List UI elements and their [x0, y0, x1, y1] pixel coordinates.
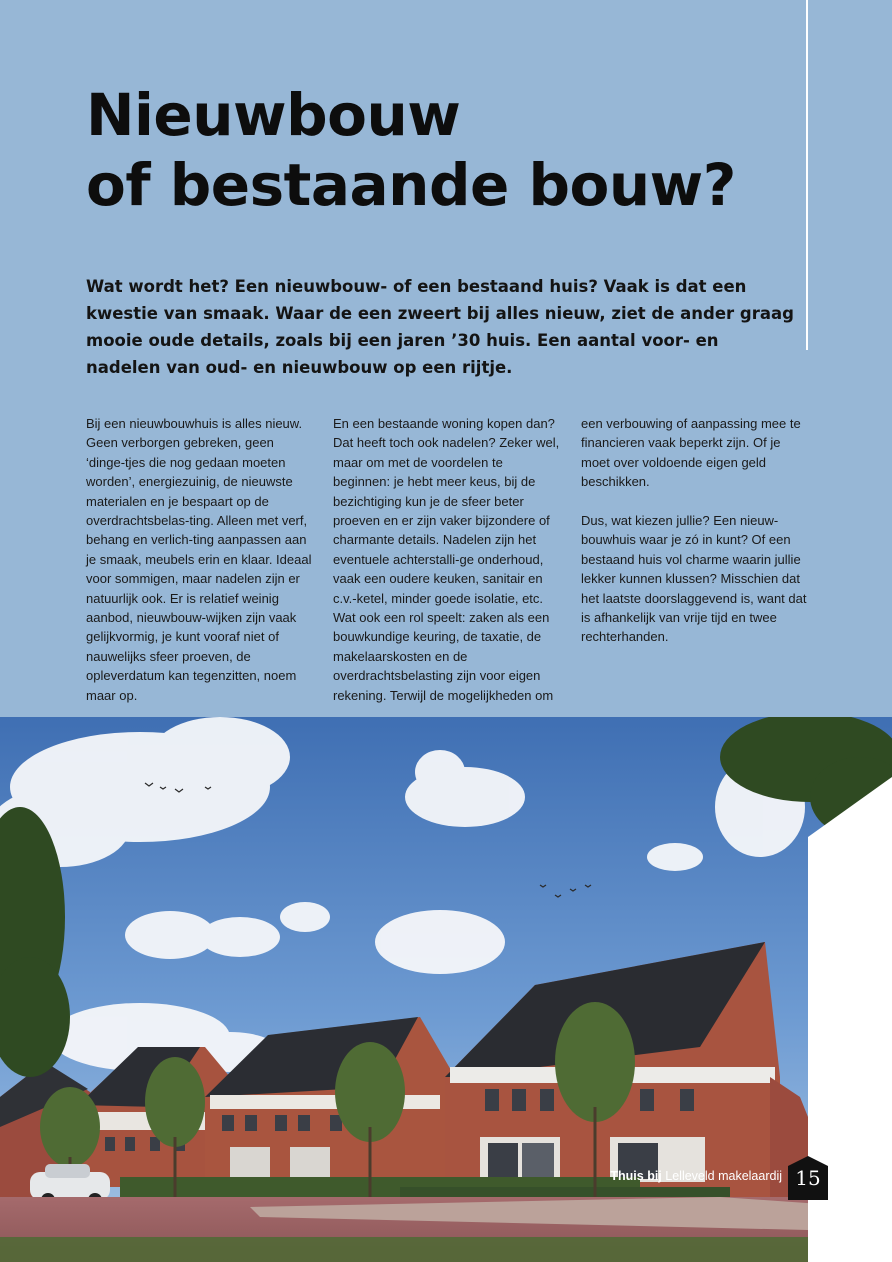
page-footer — [560, 1156, 828, 1200]
title-line-2: of bestaande bouw? — [86, 151, 736, 219]
column-1-paragraph: Bij een nieuwbouwhuis is alles nieuw. Geen verborgen gebreken, geen ‘dinge-tjes die nog gedaan moeten worden’, energiezuinig, de nieuwste materialen en je bespaart op de overdrachtsbelas-ting. Alleen met verf, behang en verlich-ting aanpassen aan je smaak, meubels erin en klaar. Ideaal voor sommigen, maar nadelen zijn er natuurlijk ook. Er is relatief weinig aanbod, nieuwbouw-wijken zijn vaak gelijkvormig, je kunt vooraf niet of nauwelijks sfeer proeven, de opleverdatum kan tegenzitten, noem maar op. — [86, 416, 312, 703]
title-line-1: Nieuwbouw — [86, 81, 461, 149]
column-3-paragraph-2: Dus, wat kiezen jullie? Een nieuw-bouwhuis waar je zó in kunt? Of een bestaand huis vol charme waarin jullie lekker kunnen klussen? Misschien dat het laatste doorslaggevend is, want dat is afhankelijk van vrije tijd en twee rechterhanden. — [581, 513, 807, 645]
text-column-1 — [86, 414, 316, 705]
column-3-paragraph-1: een verbouwing of aanpassing mee te financieren vaak beperkt zijn. Of je moet over voldoende eigen geld beschikken. — [581, 416, 801, 490]
column-2-paragraph: En een bestaande woning kopen dan? Dat heeft toch ook nadelen? Zeker wel, maar om met de voordelen te beginnen: je hebt meer keus, bij de bezichtiging kun je de sfeer beter proeven en er zijn vaker bijzondere of charmante details. Nadelen zijn het eventuele achterstalli-ge onderhoud, vaak een oudere keuken, sanitair en c.v.-ketel, minder goede isolatie, etc. Wat ook een rol speelt: zaken als een bouwkundige keuring, de taxatie, de makelaarskosten en de overdrachtsbelasting zijn voor eigen rekening. Terwijl de mogelijkheden om — [333, 416, 560, 703]
vertical-rule — [806, 0, 808, 350]
footer-brand-bold: Thuis bij — [610, 1169, 662, 1183]
page-title — [86, 80, 736, 220]
text-column-3 — [581, 414, 811, 647]
text-column-2 — [333, 414, 563, 705]
page-number-badge — [788, 1156, 828, 1200]
intro-paragraph: Wat wordt het? Een nieuwbouw- of een bestaand huis? Vaak is dat een kwestie van smaak. Waar de een zweert bij alles nieuw, ziet de ander graag mooie oude details, zoals bij een jaren ’30 huis. Een aantal voor- en nadelen van oud- en nieuwbouw op een rijtje. — [86, 277, 794, 377]
page-number: 15 — [795, 1166, 821, 1190]
footer-brand — [610, 1169, 782, 1183]
footer-brand-rest: Lelleveld makelaardij — [665, 1169, 782, 1183]
